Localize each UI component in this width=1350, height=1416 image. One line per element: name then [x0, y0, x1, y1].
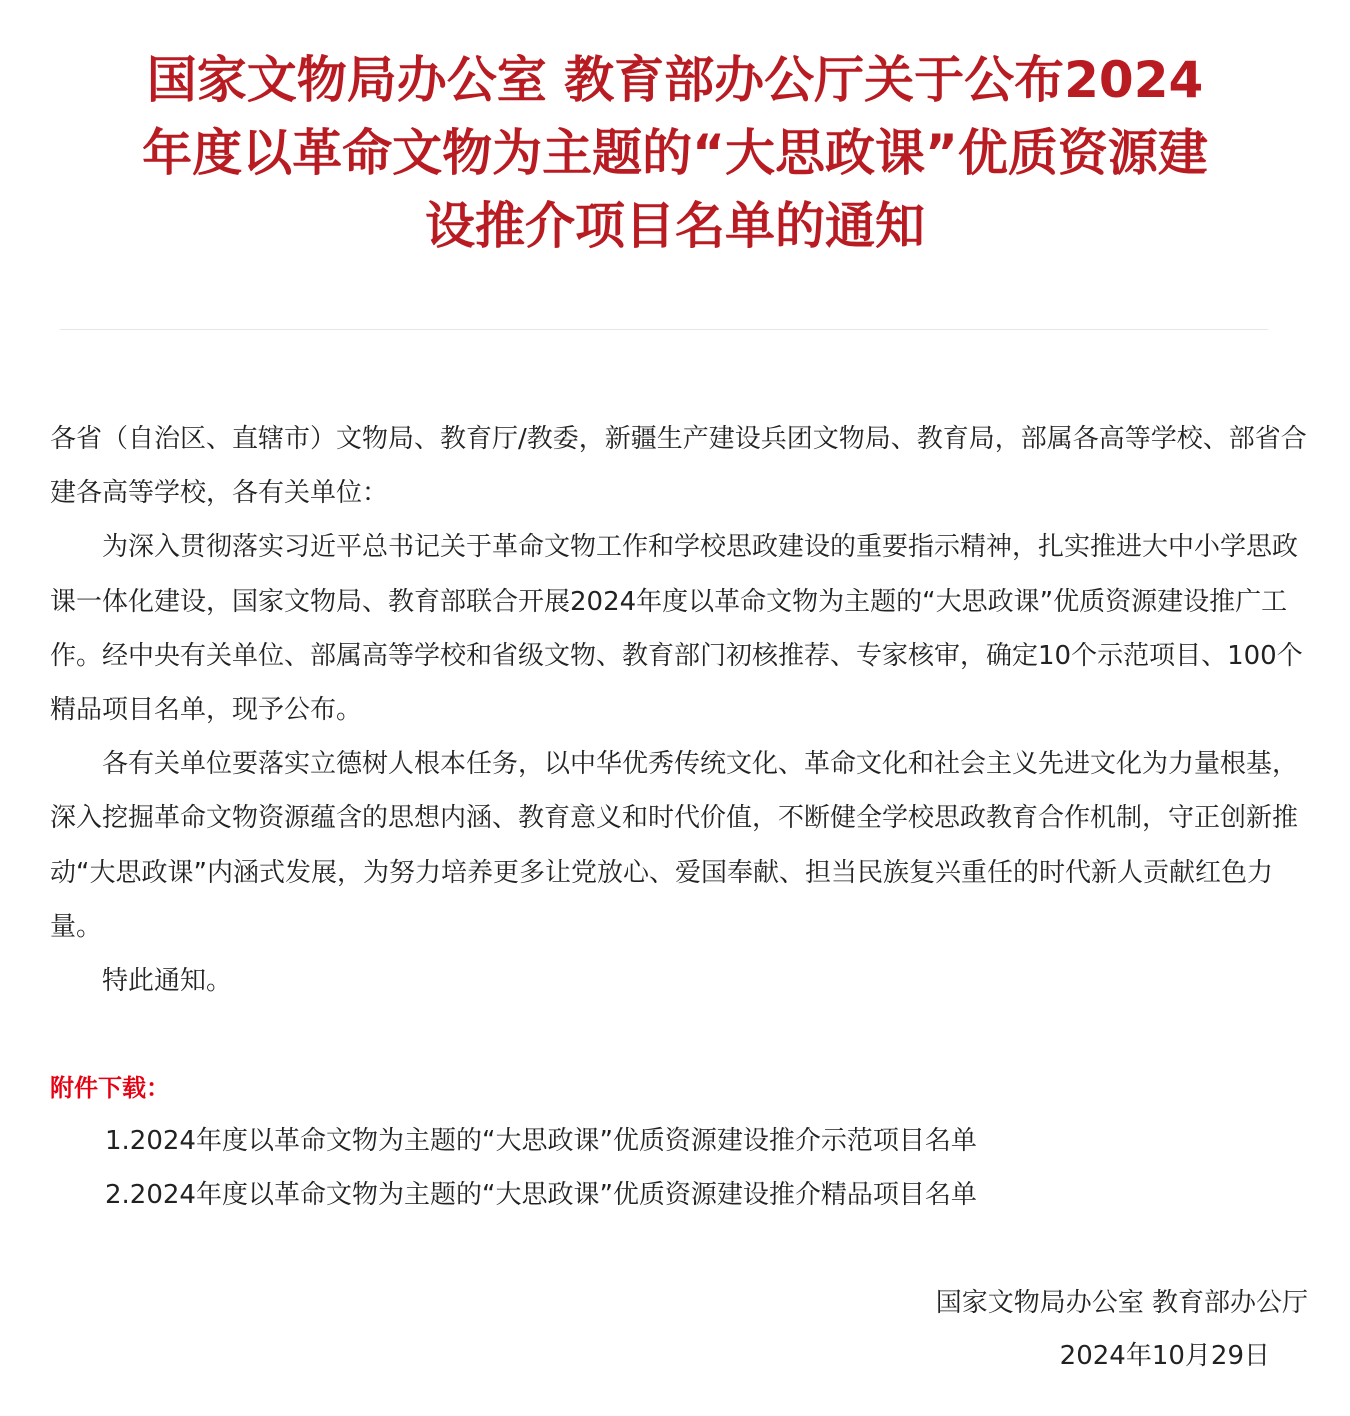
attachment-link-1[interactable]: 1.2024年度以革命文物为主题的“大思政课”优质资源建设推介示范项目名单	[105, 1126, 977, 1156]
attachments-heading: 附件下载：	[50, 1074, 170, 1102]
issuer-signature: 国家文物局办公室 教育部办公厅	[935, 1288, 1308, 1318]
attachments-list	[105, 1114, 1305, 1222]
notice-body	[50, 412, 1312, 1008]
attachment-link-2[interactable]: 2.2024年度以革命文物为主题的“大思政课”优质资源建设推介精品项目名单	[105, 1180, 977, 1210]
body-paragraph-1: 为深入贯彻落实习近平总书记关于革命文物工作和学校思政建设的重要指示精神，扎实推进大中小学思政课一体化建设，国家文物局、教育部联合开展2024年度以革命文物为主题的“大思政课”优质资源建设推广工作。经中央有关单位、部属高等学校和省级文物、教育部门初核推荐、专家核审，确定10个示范项目、100个精品项目名单，现予公布。	[50, 532, 1303, 726]
issue-date: 2024年10月29日	[1059, 1341, 1270, 1371]
salutation: 各省（自治区、直辖市）文物局、教育厅/教委，新疆生产建设兵团文物局、教育局，部属各高等学校、部省合建各高等学校，各有关单位：	[50, 424, 1307, 509]
title-divider	[60, 329, 1268, 330]
body-paragraph-2: 各有关单位要落实立德树人根本任务，以中华优秀传统文化、革命文化和社会主义先进文化为力量根基，深入挖掘革命文物资源蕴含的思想内涵、教育意义和时代价值，不断健全学校思政教育合作机制，守正创新推动“大思政课”内涵式发展，为努力培养更多让党放心、爱国奉献、担当民族复兴重任的时代新人贡献红色力量。	[50, 749, 1299, 942]
closing-line: 特此通知。	[102, 966, 233, 997]
page-title	[40, 44, 1310, 263]
title-line-3: 设推介项目名单的通知	[425, 197, 925, 255]
title-line-2: 年度以革命文物为主题的“大思政课”优质资源建	[142, 124, 1208, 182]
title-line-1: 国家文物局办公室 教育部办公厅关于公布2024	[146, 51, 1204, 109]
